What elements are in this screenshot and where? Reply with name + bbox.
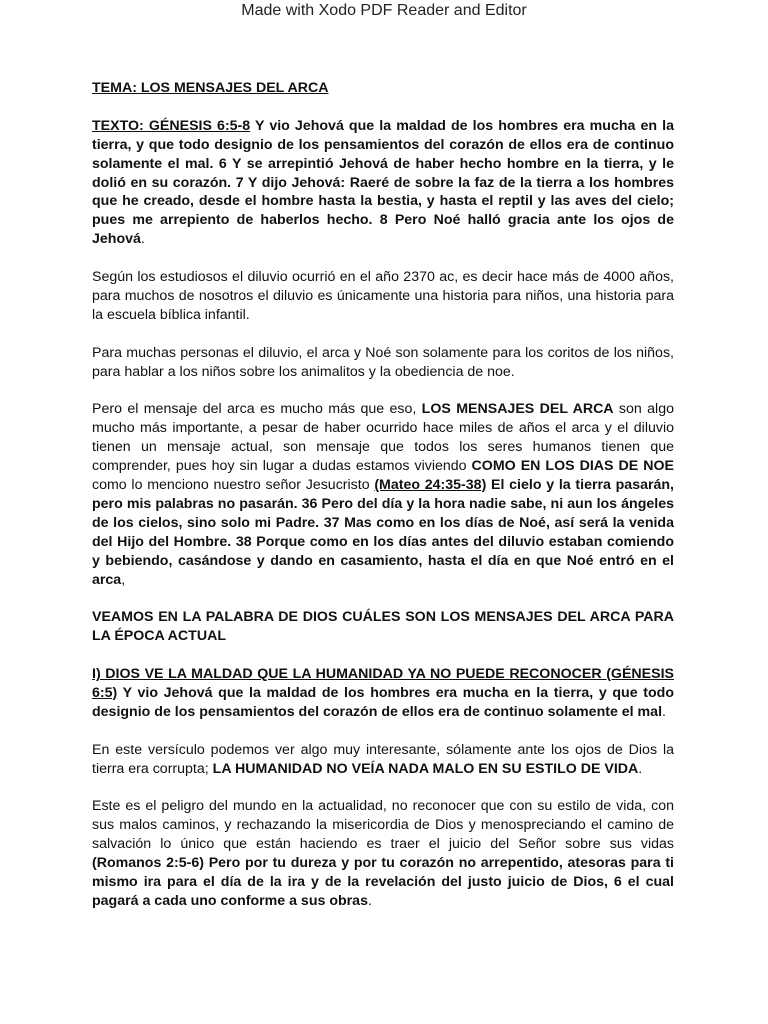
section-1-paragraph bbox=[92, 665, 674, 722]
paragraph-4 bbox=[92, 741, 674, 779]
p4-end: . bbox=[638, 760, 643, 777]
p3-d: COMO EN LOS DIAS DE NOE bbox=[471, 458, 674, 475]
texto-body: Y vio Jehová que la maldad de los hombres era mucha en la tierra, y que todo designio de los pensamientos del corazón de ellos era de continuo solamente el mal. 6 Y se arrepintió Jehová de haber hecho hombre en la tierra, y le dolió en su corazón. 7 Y dijo Jehová: Raeré de sobre la faz de la tierra a los hombres que he creado, desde el hombre hasta la bestia, y hasta el reptil y las aves del cielo; pues me arrepiento de haberlos hecho. 8 Pero Noé halló gracia ante los ojos de Jehová bbox=[92, 117, 674, 248]
section-1-quote: Y vio Jehová que la maldad de los hombres era mucha en la tierra, y que todo designio de los pensamientos del corazón de ellos era de continuo solamente el mal bbox=[92, 684, 674, 720]
texto-paragraph bbox=[92, 117, 674, 249]
mateo-reference: (Mateo 24:35-38) bbox=[374, 476, 487, 493]
romanos-quote: (Romanos 2:5-6) Pero por tu dureza y por tu corazón no arrepentido, atesoras para ti mismo ira para el día de la ira y de la revelación del justo juicio de Dios, 6 el cual pagará a cada uno conforme a sus obras bbox=[92, 855, 674, 909]
tema-text: TEMA: LOS MENSAJES DEL ARCA bbox=[92, 80, 329, 96]
section-1-end: . bbox=[662, 703, 666, 720]
texto-label: TEXTO: GÉNESIS 6:5-8 bbox=[92, 117, 251, 134]
p4-b: LA HUMANIDAD NO VEÍA NADA MALO EN SU ESTILO DE VIDA bbox=[212, 760, 639, 777]
paragraph-5 bbox=[92, 797, 674, 910]
p4-a: En este versículo podemos ver algo muy interesante, sólamente ante los ojos de Dios la tierra era corrupta; bbox=[92, 741, 674, 777]
section-heading: VEAMOS EN LA PALABRA DE DIOS CUÁLES SON LOS MENSAJES DEL ARCA PARA LA ÉPOCA ACTUAL bbox=[92, 609, 674, 645]
p5-a: Este es el peligro del mundo en la actualidad, no reconocer que con su estilo de vida, con sus malos caminos, y rechazando la misericordia de Dios y menospreciando el camino de salvación lo único que están haciendo es traer el juicio del Señor sobre sus vidas bbox=[92, 798, 674, 853]
p3-end: , bbox=[121, 571, 126, 588]
tema-heading bbox=[92, 79, 674, 98]
section-1-title: I) DIOS VE LA MALDAD QUE LA HUMANIDAD YA NO PUEDE RECONOCER (GÉNESIS 6:5) bbox=[92, 666, 674, 701]
p3-b: LOS MENSAJES DEL ARCA bbox=[421, 401, 614, 418]
paragraph-3 bbox=[92, 400, 674, 589]
p3-a: Pero el mensaje del arca es mucho más que eso, bbox=[92, 401, 422, 418]
paragraph-1: Según los estudiosos el diluvio ocurrió en el año 2370 ac, es decir hace más de 4000 años, para muchos de nosotros el diluvio es únicamente una historia para niños, una historia para la escuela bíblica infantil. bbox=[92, 269, 674, 323]
p3-e: como lo menciono nuestro señor Jesucristo bbox=[92, 476, 375, 493]
p5-end: . bbox=[367, 892, 372, 909]
paragraph-2: Para muchas personas el diluvio, el arca y Noé son solamente para los coritos de los niños, para hablar a los niños sobre los animalitos y la obediencia de noe. bbox=[92, 344, 674, 380]
texto-end: . bbox=[140, 231, 145, 248]
xodo-header: Made with Xodo PDF Reader and Editor bbox=[241, 2, 527, 19]
mateo-quote: El cielo y la tierra pasarán, pero mis palabras no pasarán. 36 Pero del día y la hora nadie sabe, ni aun los ángeles de los cielos, sino solo mi Padre. 37 Mas como en los días de Noé, así será la venida del Hijo del Hombre. 38 Porque como en los días antes del diluvio estaban comiendo y bebiendo, casándose y dando en casamiento, hasta el día en que Noé entró en el arca bbox=[92, 476, 674, 588]
p3-c: son algo mucho más importante, a pesar de haber ocurrido hace miles de años el arca y el diluvio tienen un mensaje actual, son mensaje que todos los seres humanos tienen que comprender, pues hoy sin lugar a dudas estamos viviendo bbox=[92, 401, 674, 475]
document-body bbox=[92, 79, 674, 930]
